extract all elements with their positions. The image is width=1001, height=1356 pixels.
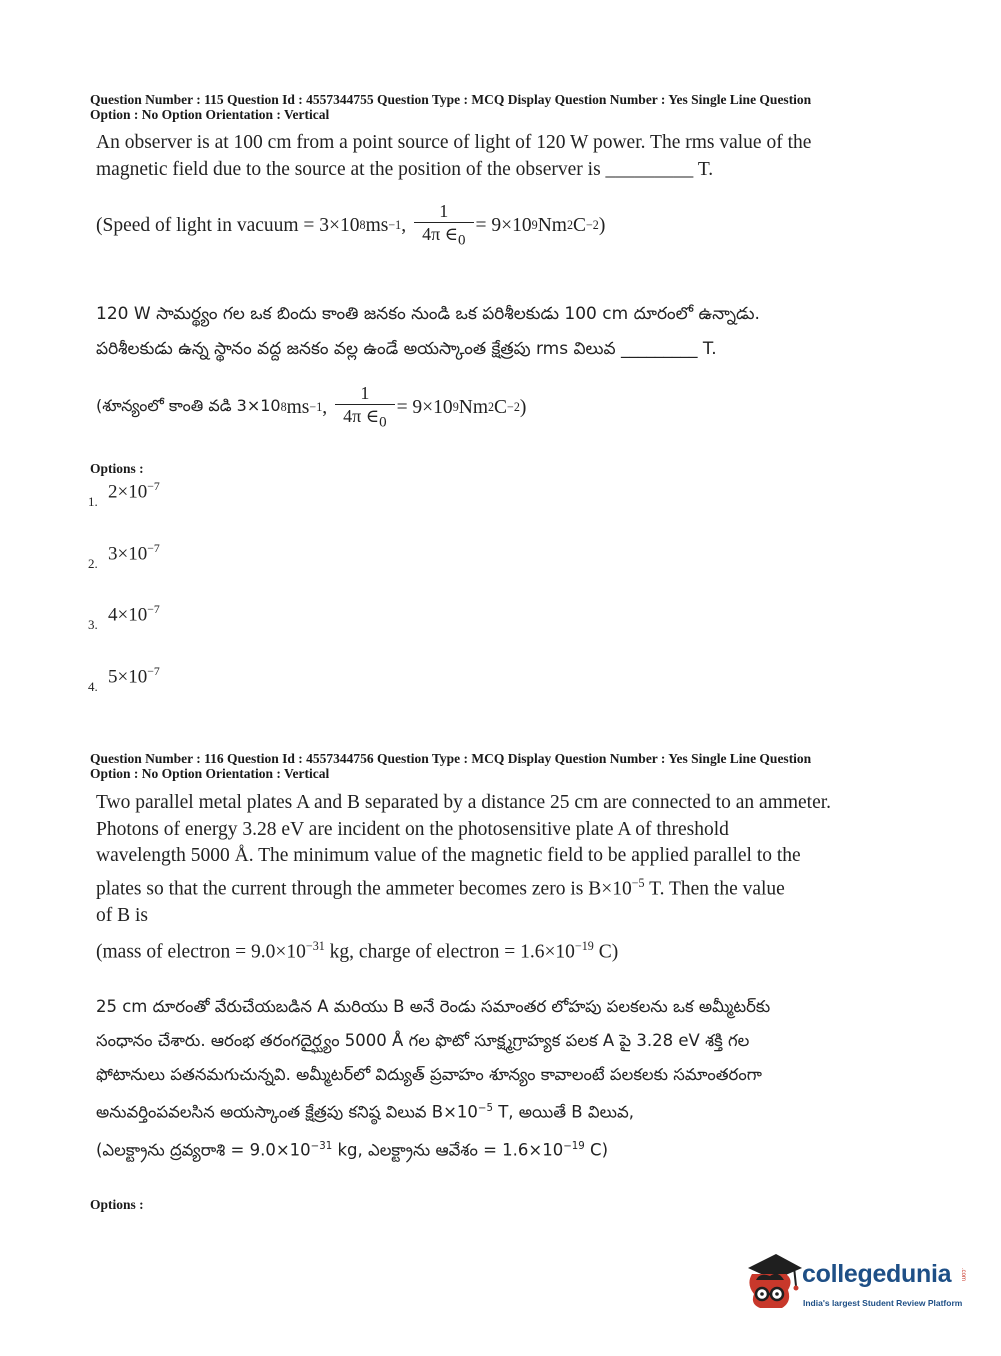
option-value xyxy=(108,480,160,503)
fraction xyxy=(414,200,473,252)
formula-exponent: −1 xyxy=(388,218,402,233)
formula-text: ) xyxy=(519,396,527,418)
formula-exponent: 9 xyxy=(452,400,459,415)
formula-text: = 9×10 xyxy=(396,396,453,418)
option-value xyxy=(108,542,160,565)
question-116-english xyxy=(96,790,866,966)
formula-exponent: 2 xyxy=(487,400,495,415)
option-number: 4. xyxy=(88,679,98,694)
fraction-denominator-text: 4π ∈ xyxy=(343,406,380,426)
question-text-line: An observer is at 100 cm from a point source of light of 120 W power. The rms value of the xyxy=(96,132,812,153)
option-value xyxy=(108,603,160,626)
text-segment: (mass of electron = 9.0×10 xyxy=(96,941,306,963)
formula-exponent: 2 xyxy=(566,218,573,233)
formula-text: Nm xyxy=(458,396,488,418)
question-115-telugu-formula xyxy=(96,382,526,434)
fraction-subscript: 0 xyxy=(458,232,466,249)
formula-exponent: −1 xyxy=(309,400,323,415)
text-segment: T, అయితే B విలువ, xyxy=(492,1102,634,1122)
question-text-line: wavelength 5000 Å. The minimum value of the magnetic field to be applied parallel to the xyxy=(96,845,801,866)
question-text-line xyxy=(96,1092,866,1130)
formula-text: ms xyxy=(365,214,389,236)
options-label: Options : xyxy=(90,1197,144,1212)
formula-exponent: 8 xyxy=(280,400,287,415)
option-value xyxy=(108,665,160,688)
option-base: 3×10 xyxy=(108,543,148,565)
question-text-line: of B is xyxy=(96,904,149,926)
text-segment: (ఎలక్ట్రాను ద్రవ్యరాశి = 9.0×10 xyxy=(96,1140,311,1159)
formula-text: ms xyxy=(286,396,310,418)
option-base: 5×10 xyxy=(108,666,148,688)
meta-line: Option : No Option Orientation : Vertical xyxy=(90,107,330,122)
option-base: 4×10 xyxy=(108,604,148,626)
formula-exponent: 8 xyxy=(359,218,366,233)
text-exponent: −31 xyxy=(310,1140,333,1152)
option-number: 1. xyxy=(88,494,98,509)
text-exponent: −5 xyxy=(477,1103,493,1114)
question-text-line: 120 W సామర్థ్యం గల ఒక బిందు కాంతి జనకం నుండి ఒక పరిశీలకుడు 100 cm దూరంలో ఉన్నాడు. xyxy=(96,304,760,324)
collegedunia-logo[interactable] xyxy=(742,1248,967,1318)
text-segment: kg, ఎలక్ట్రాను ఆవేశం = 1.6×10 xyxy=(332,1140,564,1159)
text-exponent: −19 xyxy=(563,1140,585,1152)
question-115-telugu xyxy=(96,297,866,367)
text-segment: C) xyxy=(584,1140,609,1159)
formula-exponent: −2 xyxy=(586,218,599,233)
meta-line: Question Number : 116 Question Id : 4557344756 Question Type : MCQ Display Question Number : Yes Single Line Question xyxy=(90,751,812,766)
question-text-line: ఫోటానులు పతనమగుచున్నవి. అమ్మీటర్‌లో విద్యుత్ ప్రవాహం శూన్యం కావాలంటే పలకలకు సమాంతరంగా xyxy=(96,1065,762,1084)
formula-text: Nm xyxy=(537,214,567,236)
option-base: 2×10 xyxy=(108,481,148,503)
fraction xyxy=(335,382,394,434)
fraction-numerator: 1 xyxy=(439,201,449,221)
meta-line: Option : No Option Orientation : Vertical xyxy=(90,766,330,781)
formula-text: C xyxy=(494,396,508,418)
option-3[interactable] xyxy=(88,603,160,633)
option-1[interactable] xyxy=(88,480,160,510)
question-text-line: సంధానం చేశారు. ఆరంభ తరంగదైర్ఘ్యం 5000 Å గల ఫొటో సూక్ష్మగ్రాహ్యక పలక A పై 3.28 eV శక్తి గల xyxy=(96,1031,750,1050)
formula-comma: , xyxy=(322,396,328,418)
question-text-line: పరిశీలకుడు ఉన్న స్థానం వద్ద జనకం వల్ల ఉండే అయస్కాంత క్షేత్రపు rms విలువ _________ T. xyxy=(96,339,717,359)
formula-text: C xyxy=(572,214,586,236)
formula-exponent: −2 xyxy=(507,400,520,415)
formula-text: (Speed of light in vacuum = 3×10 xyxy=(96,214,360,236)
question-text-line: Two parallel metal plates A and B separated by a distance 25 cm are connected to an ammeter. xyxy=(96,792,832,813)
option-exponent: −7 xyxy=(147,480,160,493)
text-segment: plates so that the current through the ammeter becomes zero is B×10 xyxy=(96,878,632,899)
text-segment: kg, charge of electron = 1.6×10 xyxy=(324,941,575,963)
fraction-numerator: 1 xyxy=(360,383,370,403)
fraction-denominator xyxy=(414,222,473,252)
text-exponent: −19 xyxy=(574,939,594,953)
formula-text: = 9×10 xyxy=(475,214,532,236)
option-number: 3. xyxy=(88,617,98,632)
option-4[interactable] xyxy=(88,665,160,695)
logo-tagline: India's largest Student Review Platform xyxy=(803,1298,963,1308)
formula-text: (శూన్యంలో కాంతి వడి 3×10 xyxy=(96,396,281,416)
formula-text: ) xyxy=(598,214,606,236)
question-text-line xyxy=(96,870,866,903)
formula-comma: , xyxy=(401,214,407,236)
option-exponent: −7 xyxy=(147,603,160,616)
logo-wordmark: collegedunia xyxy=(802,1260,952,1288)
question-text-line: 25 cm దూరంతో వేరుచేయబడిన A మరియు B అనే రెండు సమాంతర లోహపు పలకలను ఒక అమ్మీటర్‌కు xyxy=(96,997,771,1016)
fraction-denominator-text: 4π ∈ xyxy=(422,224,459,244)
question-text-line: Photons of energy 3.28 eV are incident on the photosensitive plate A of threshold xyxy=(96,818,729,840)
question-116-meta xyxy=(90,751,811,781)
question-text-line: magnetic field due to the source at the position of the observer is _________ T. xyxy=(96,158,714,180)
options-label: Options : xyxy=(90,461,144,476)
question-115-english-formula xyxy=(96,200,605,252)
fraction-denominator xyxy=(335,404,394,434)
question-115-meta xyxy=(90,92,811,122)
option-exponent: −7 xyxy=(147,542,160,555)
option-exponent: −7 xyxy=(147,665,160,678)
option-number: 2. xyxy=(88,556,98,571)
question-115-english xyxy=(96,130,866,183)
fraction-subscript: 0 xyxy=(379,414,387,431)
question-116-telugu xyxy=(96,990,866,1167)
question-text-line xyxy=(96,1130,866,1168)
text-segment: అనువర్తింపవలసిన అయస్కాంత క్షేత్రపు కనిష్ఠ విలువ B×10 xyxy=(96,1102,478,1122)
text-exponent: −31 xyxy=(305,939,325,953)
text-segment: T. Then the value xyxy=(644,878,785,899)
meta-line: Question Number : 115 Question Id : 4557344755 Question Type : MCQ Display Question Number : Yes Single Line Question xyxy=(90,92,812,107)
option-2[interactable] xyxy=(88,542,160,572)
formula-exponent: 9 xyxy=(531,218,538,233)
mascot-icon xyxy=(742,1250,804,1316)
question-text-line xyxy=(96,933,866,966)
text-exponent: −5 xyxy=(631,875,645,890)
logo-tld: .com xyxy=(960,1268,966,1282)
text-segment: C) xyxy=(593,941,619,963)
